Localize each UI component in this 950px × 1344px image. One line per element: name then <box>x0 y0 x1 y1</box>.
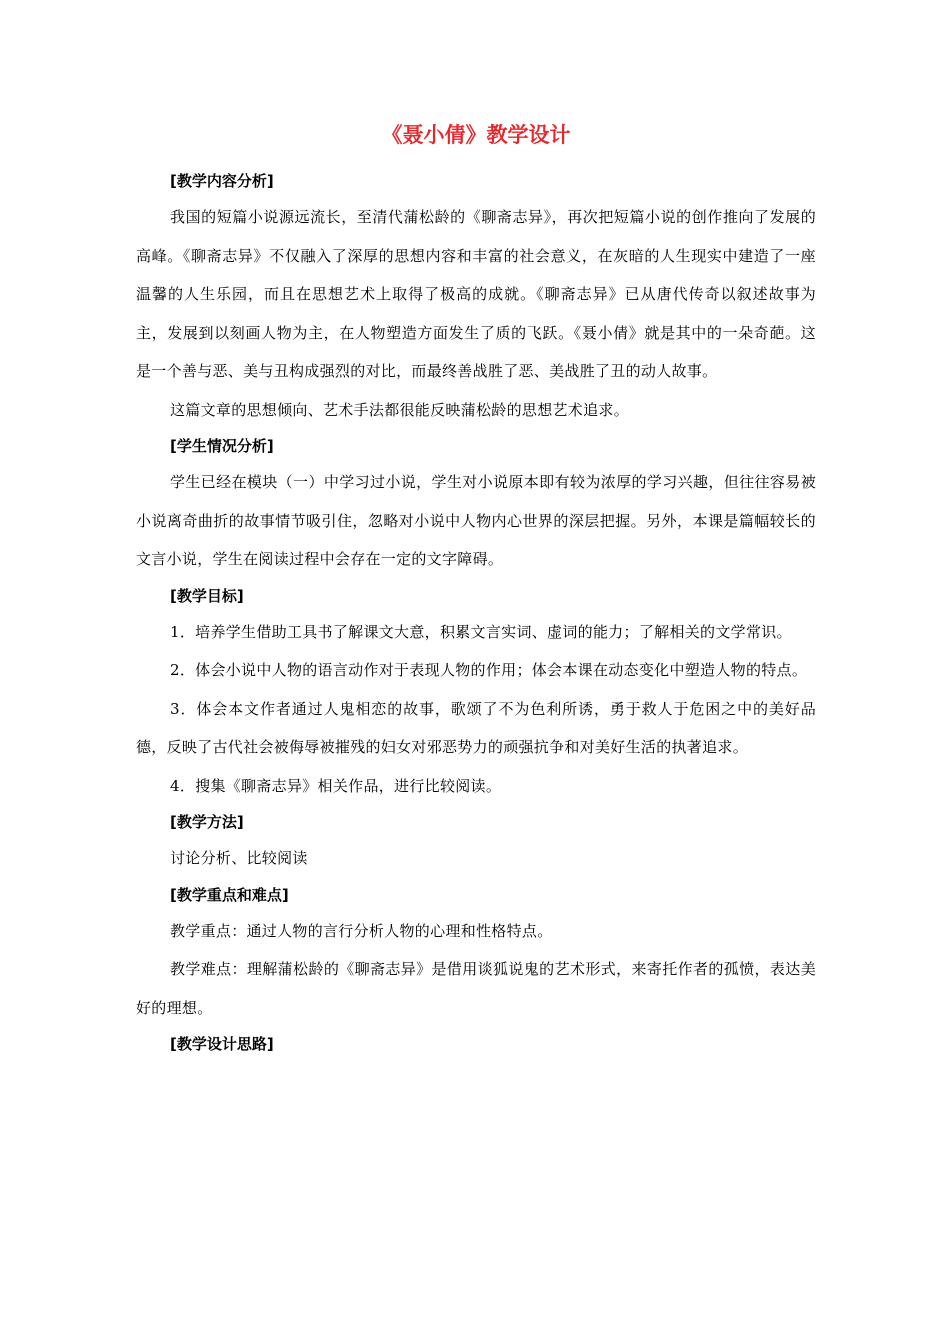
goal-item: 1．培养学生借助工具书了解课文大意，积累文言实词、虚词的能力；了解相关的文学常识。 <box>170 622 792 641</box>
document-title: 《聂小倩》教学设计 <box>381 123 571 147</box>
section-heading-key-points: [教学重点和难点] <box>170 885 289 904</box>
paragraph: 教学难点：理解蒲松龄的《聊斋志异》是借用谈狐说鬼的艺术形式，来寄托作者的孤愤，表达美好的理想。 <box>136 960 816 1017</box>
goal-item: 3．体会本文作者通过人鬼相恋的故事，歌颂了不为色利所诱，勇于救人于危困之中的美好品德，反映了古代社会被侮辱被摧残的妇女对邪恶势力的顽强抗争和对美好生活的执著追求。 <box>136 699 816 756</box>
section-heading-design: [教学设计思路] <box>170 1035 274 1053</box>
section-heading-goals: [教学目标] <box>170 586 244 605</box>
paragraph: 这篇文章的思想倾向、艺术手法都很能反映蒲松龄的思想艺术追求。 <box>170 400 630 419</box>
paragraph: 学生已经在模块（一）中学习过小说，学生对小说原本即有较为浓厚的学习兴趣，但往往容易被小说离奇曲折的故事情节吸引住，忽略对小说中人物内心世界的深层把握。另外，本课是篇幅较长的文言小说，学生在阅读过程中会存在一定的文字障碍。 <box>136 473 816 568</box>
document-page <box>136 118 816 1061</box>
section-heading-student-analysis: [学生情况分析] <box>170 437 274 455</box>
paragraph: 我国的短篇小说源远流长，至清代蒲松龄的《聊斋志异》，再次把短篇小说的创作推向了发展的高峰。《聊斋志异》不仅融入了深厚的思想内容和丰富的社会意义，在灰暗的人生现实中建造了一座温馨的人生乐园，而且在思想艺术上取得了极高的成就。《聊斋志异》已从唐代传奇以叙述故事为主，发展到以刻画人物为主，在人物塑造方面发生了质的飞跃。《聂小倩》就是其中的一朵奇葩。这是一个善与恶、美与丑构成强烈的对比，而最终善战胜了恶、美战胜了丑的动人故事。 <box>136 208 816 380</box>
goal-item: 2．体会小说中人物的语言动作对于表现人物的作用；体会本课在动态变化中塑造人物的特点。 <box>170 661 808 679</box>
paragraph: 教学重点：通过人物的言行分析人物的心理和性格特点。 <box>170 921 553 940</box>
section-heading-content-analysis: [教学内容分析] <box>170 172 274 190</box>
goal-item: 4．搜集《聊斋志异》相关作品，进行比较阅读。 <box>170 776 502 795</box>
section-heading-methods: [教学方法] <box>170 813 244 831</box>
paragraph: 讨论分析、比较阅读 <box>170 849 308 867</box>
